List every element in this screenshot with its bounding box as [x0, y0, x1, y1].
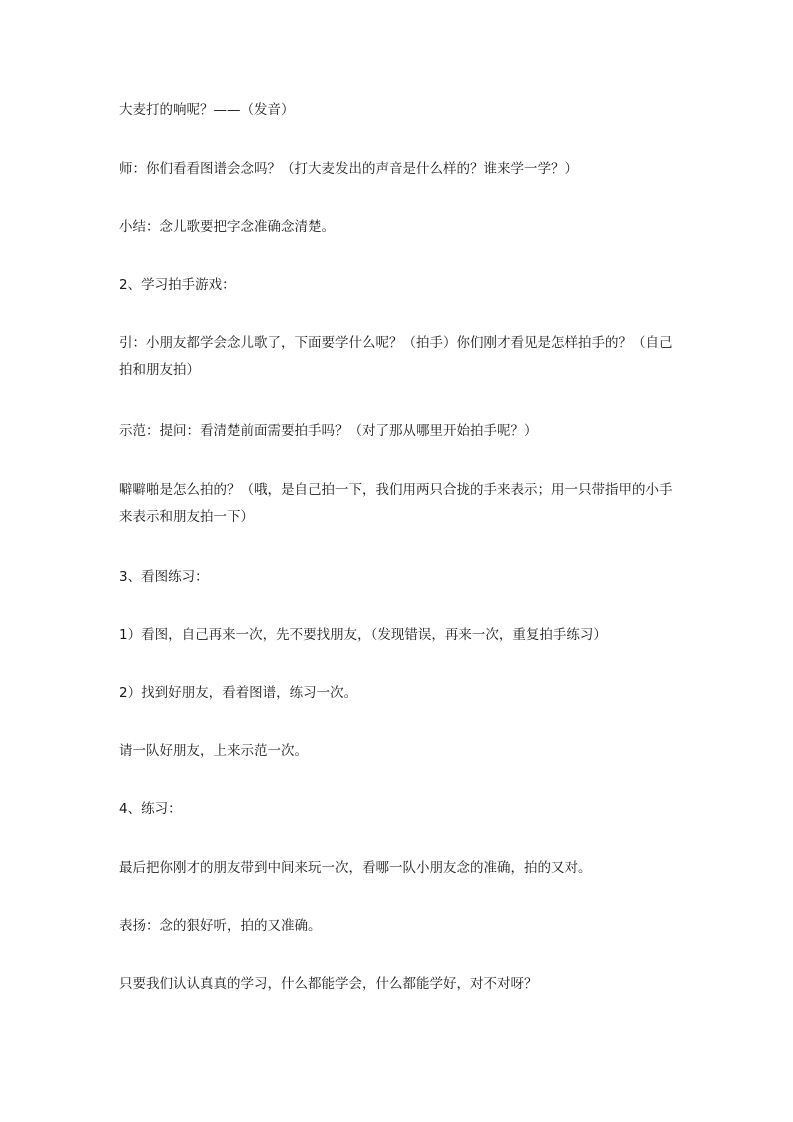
- paragraph-11: 表扬：念的狠好听，拍的又准确。: [119, 918, 322, 934]
- paragraph-6: 噼噼啪是怎么拍的？（哦，是自己拍一下，我们用两只合拢的手来表示；用一只带指甲的小手来表示和朋友拍一下）: [119, 482, 673, 525]
- section-heading-3: 3、看图练习：: [119, 569, 209, 585]
- paragraph-5: 示范：提问：看清楚前面需要拍手吗？（对了那从哪里开始拍手呢？）: [119, 423, 538, 439]
- paragraph-1: 大麦打的响呢？——（发音）: [119, 102, 295, 118]
- section-heading-4: 4、练习：: [119, 801, 182, 817]
- section-heading-2: 2、学习拍手游戏：: [119, 277, 236, 293]
- paragraph-2: 师：你们看看图谱会念吗？（打大麦发出的声音是什么样的？谁来学一学？）: [119, 161, 578, 177]
- paragraph-12: 只要我们认认真真的学习，什么都能学会，什么都能学好，对不对呀？: [119, 976, 538, 992]
- paragraph-3: 小结：念儿歌要把字念准确念清楚。: [119, 219, 335, 235]
- paragraph-8: 2）找到好朋友，看着图谱，练习一次。: [119, 685, 358, 701]
- paragraph-4: 引：小朋友都学会念儿歌了，下面要学什么呢？（拍手）你们刚才看见是怎样拍手的？（自己拍和朋友拍）: [119, 335, 673, 378]
- paragraph-9: 请一队好朋友，上来示范一次。: [119, 743, 308, 759]
- paragraph-10: 最后把你刚才的朋友带到中间来玩一次，看哪一队小朋友念的准确，拍的又对。: [119, 860, 592, 876]
- paragraph-7: 1）看图，自己再来一次，先不要找朋友，（发现错误，再来一次，重复拍手练习）: [119, 627, 607, 643]
